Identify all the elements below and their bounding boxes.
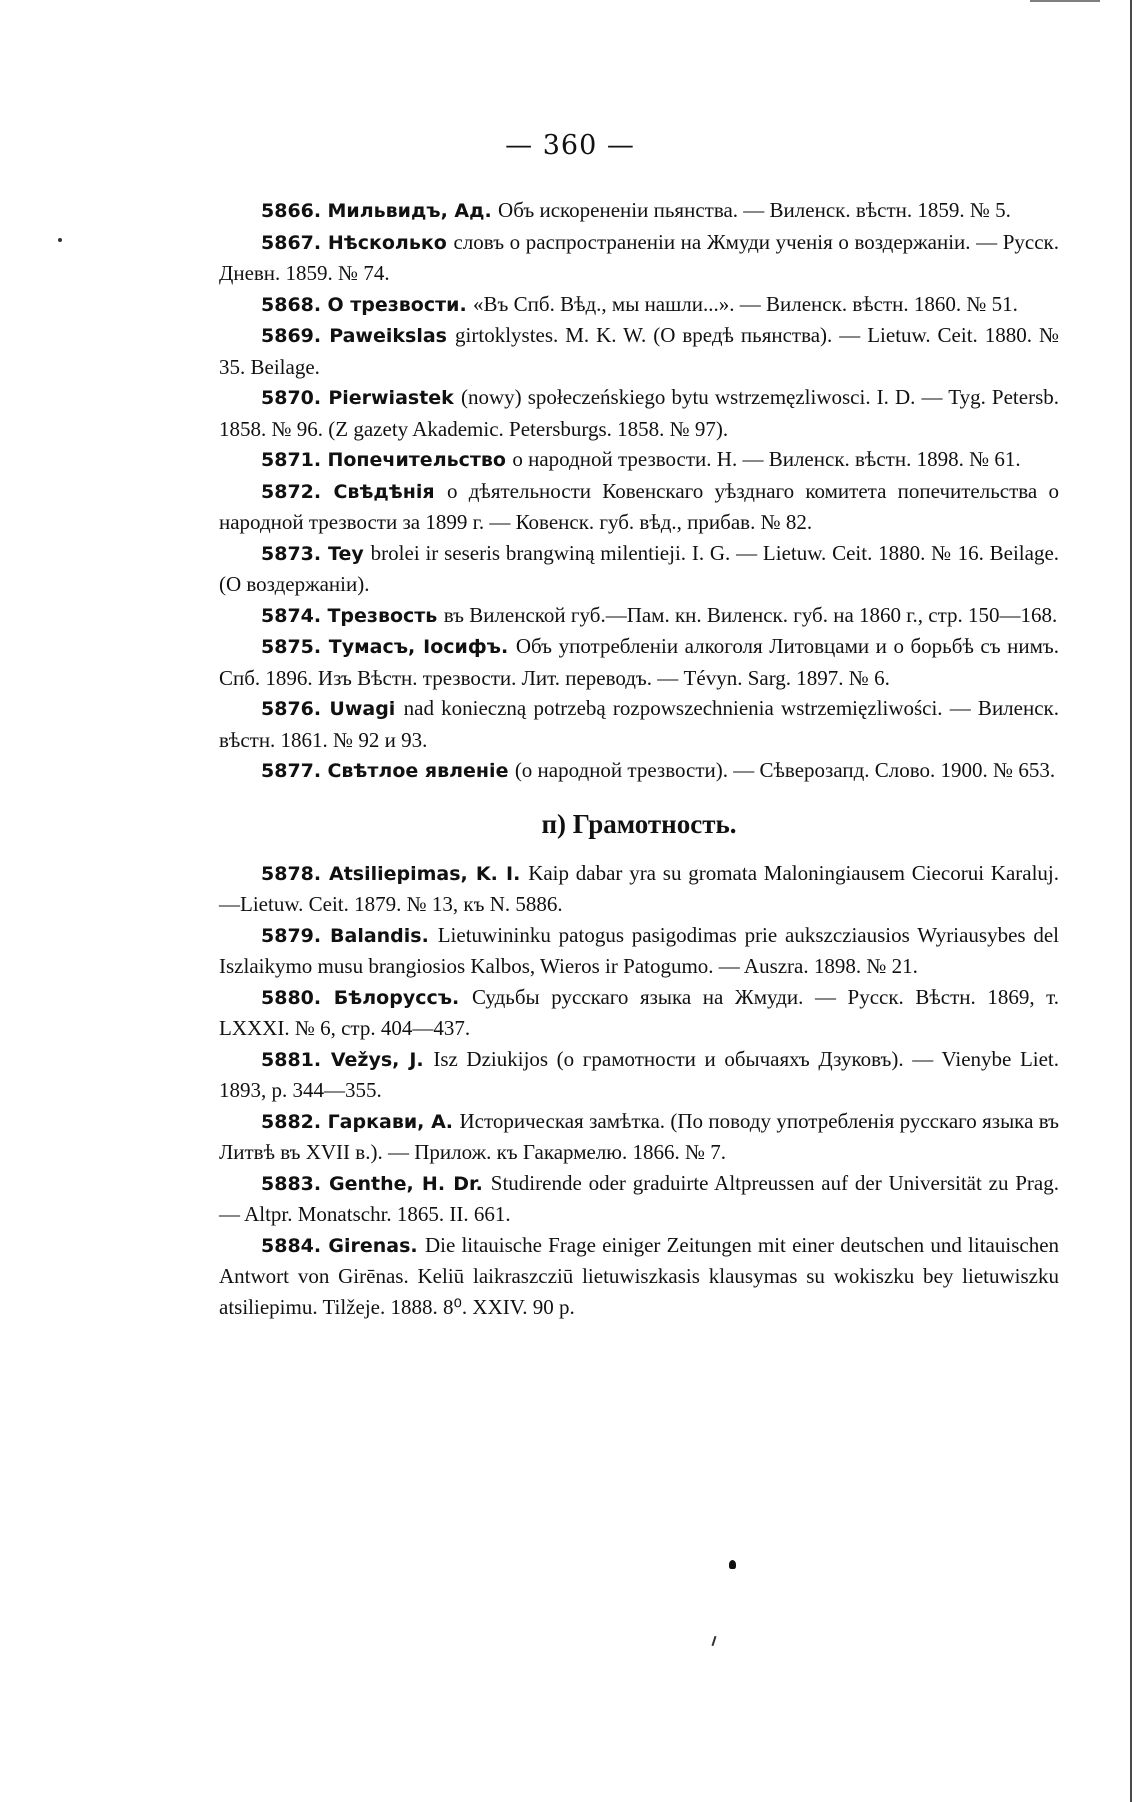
entry-author: Мильвидъ, Ад.: [327, 200, 492, 222]
bibliography-body: [219, 195, 1059, 1322]
bibliography-entry: [219, 755, 1059, 787]
entry-number: 5872.: [261, 480, 322, 503]
entry-number: 5869.: [261, 325, 322, 347]
entry-author: Бѣлоруссъ.: [333, 986, 460, 1009]
scan-speck: [58, 238, 62, 242]
entry-author: Vežys, J.: [330, 1048, 424, 1071]
entry-author: Girenas.: [328, 1234, 418, 1257]
entry-author: Гаркави, А.: [327, 1110, 454, 1133]
bibliography-entry: [219, 1044, 1059, 1106]
entries-gramotnost: [219, 858, 1059, 1323]
bibliography-entry: [219, 382, 1059, 444]
bibliography-entry: [219, 920, 1059, 982]
entry-text: Историческая замѣтка. (По поводу употребленія русскаго языка въ Литвѣ въ XVII в.). — Прилож. къ Гакармелю. 1866. № 7.: [219, 1108, 1060, 1164]
entry-author: Genthe, H. Dr.: [329, 1172, 483, 1195]
entry-text: girtoklystes. M. K. W. (О вредѣ пьянства). — Lietuw. Ceit. 1880. № 35. Beilage.: [219, 323, 1060, 379]
entry-number: 5866.: [261, 200, 322, 222]
entry-author: Paweikslas: [329, 325, 447, 347]
entry-text: Судьбы русскаго языка на Жмуди. — Русск. Вѣстн. 1869, т. LXXXI. № 6, стр. 404—437.: [219, 984, 1060, 1040]
entry-author: Свѣдѣнія: [333, 480, 435, 503]
entry-author: Pierwiastek: [328, 387, 454, 409]
entry-text: Isz Dziukijos (о грамотности и обычаяхъ Дзуковъ). — Vienybe Liet. 1893, p. 344—355.: [219, 1046, 1060, 1102]
bibliography-entry: [219, 1106, 1059, 1168]
section-heading: п) Грамотность.: [541, 808, 737, 839]
entry-text: въ Виленской губ.—Пам. кн. Виленск. губ. на 1860 г., стр. 150—168.: [443, 602, 1058, 627]
entry-text: Объ употребленіи алкоголя Литовцами и о борьбѣ съ нимъ. Спб. 1896. Изъ Вѣстн. трезвости. Лит. переводъ. — Tévyn. Sarg. 1897. № 6.: [219, 634, 1059, 690]
entry-text: Kaip dabar yra su gromata Maloningiausem Ciecorui Karaluj.—Lietuw. Ceit. 1879. № 13, къ N. 5886.: [219, 860, 1060, 916]
entry-text: Studirende oder graduirte Altpreussen auf der Universität zu Prag. — Altpr. Monatschr. 1865. II. 661.: [219, 1170, 1059, 1226]
entry-number: 5873.: [261, 542, 322, 565]
bibliography-entry: [219, 1230, 1059, 1323]
entry-author: Uwagi: [329, 698, 396, 720]
entry-author: Balandis.: [330, 924, 429, 947]
entry-text: Die litauische Frage einiger Zeitungen mit einer deutschen und litauischen Antwort von Girēnas. Keliū laikraszcziū lietuwiszkasis klausymas su wokiszku bey lietuwiszku atsiliepimu. Tilžeje. 1888. 8⁰. XXIV. 90 p.: [219, 1232, 1060, 1319]
entry-text: о народной трезвости. Н. — Виленск. вѣстн. 1898. № 61.: [512, 447, 1021, 471]
entry-author: Tey: [328, 542, 364, 565]
entry-author: Трезвость: [327, 604, 438, 627]
bibliography-entry: [219, 538, 1059, 600]
ink-blot: [729, 1560, 736, 1569]
entry-number: 5881.: [261, 1048, 322, 1071]
entry-text: nad konieczną potrzebą rozpowszechnienia wstrzemięzliwości. — Виленск. вѣстн. 1861. № 92 и 93.: [219, 696, 1059, 752]
bibliography-entry: [219, 600, 1059, 632]
entry-number: 5867.: [261, 231, 322, 254]
entry-number: 5875.: [261, 636, 322, 658]
entry-text: Lietuwininku patogus pasigodimas prie aukszcziausios Wyriausybes del Iszlaikymo musu brangiosios Kalbos, Wieros ir Patogumo. — Auszra. 1898. № 21.: [219, 922, 1060, 978]
bibliography-entry: [219, 444, 1059, 476]
entry-number: 5868.: [261, 293, 322, 316]
entry-number: 5880.: [261, 986, 322, 1009]
entry-number: 5883.: [261, 1172, 322, 1195]
entry-author: Тумасъ, Іосифъ.: [328, 636, 509, 658]
entry-number: 5871.: [261, 449, 322, 471]
entry-text: (о народной трезвости). — Сѣверозапд. Слово. 1900. № 653.: [514, 758, 1056, 782]
entry-number: 5882.: [261, 1110, 322, 1133]
entry-number: 5884.: [261, 1234, 322, 1257]
entry-author: Попечительство: [327, 449, 506, 471]
entry-number: 5879.: [261, 924, 322, 947]
bibliography-entry: [219, 289, 1059, 321]
entry-number: 5876.: [261, 698, 322, 720]
entry-text: словъ о распространеніи на Жмуди ученія о воздержаніи. — Русск. Дневн. 1859. № 74.: [219, 229, 1059, 285]
entry-text: о дѣятельности Ковенскаго уѣзднаго комитета попечительства о народной трезвости за 1899 г. — Ковенск. губ. вѣд., прибав. № 82.: [219, 478, 1060, 534]
bibliography-entry: [219, 858, 1059, 920]
entry-author: Свѣтлое явленіе: [327, 760, 509, 782]
entries-trezvost: [219, 195, 1059, 787]
entry-author: Atsiliepimas, K. I.: [329, 862, 521, 885]
entry-text: brolei ir seseris brangwiną milentieji. I. G. — Lietuw. Ceit. 1880. № 16. Beilage. (О воздержаніи).: [219, 540, 1060, 596]
bibliography-entry: [219, 693, 1059, 755]
entry-text: «Въ Спб. Вѣд., мы нашли...». — Виленск. вѣстн. 1860. № 51.: [473, 291, 1018, 316]
bibliography-entry: [219, 227, 1059, 289]
bibliography-entry: [219, 320, 1059, 382]
scan-mark: [712, 1636, 717, 1646]
entry-number: 5878.: [261, 862, 322, 885]
entry-number: 5877.: [261, 760, 322, 782]
bibliography-entry: [219, 982, 1059, 1044]
entry-author: О трезвости.: [327, 293, 467, 316]
page-number: — 360 —: [505, 130, 635, 161]
entry-text: Объ искорененіи пьянства. — Виленск. вѣстн. 1859. № 5.: [498, 198, 1011, 222]
page-edge-top-line: [1030, 0, 1100, 2]
bibliography-entry: [219, 631, 1059, 693]
entry-number: 5870.: [261, 387, 322, 409]
bibliography-entry: [219, 195, 1059, 227]
entry-number: 5874.: [261, 604, 322, 627]
bibliography-entry: [219, 1168, 1059, 1230]
page-edge-line: [1130, 0, 1132, 1802]
entry-text: (nowy) społeczeńskiego bytu wstrzemęzliwosci. I. D. — Tyg. Petersb. 1858. № 96. (Z gazety Akademic. Petersburgs. 1858. № 97).: [219, 385, 1060, 441]
entry-author: Нѣсколько: [327, 231, 447, 254]
bibliography-entry: [219, 476, 1059, 538]
